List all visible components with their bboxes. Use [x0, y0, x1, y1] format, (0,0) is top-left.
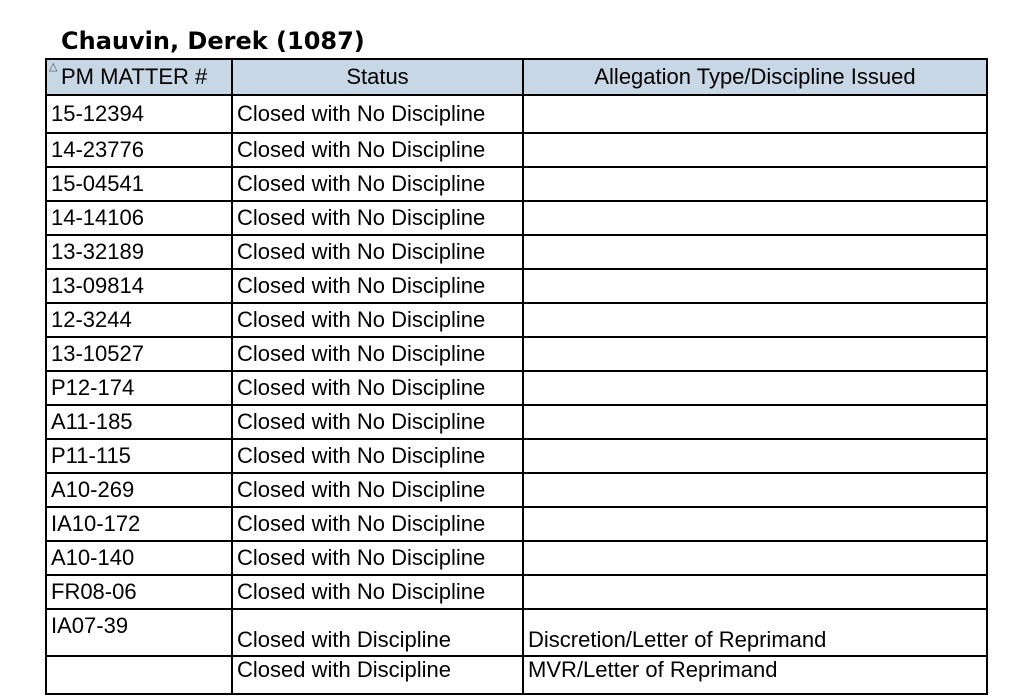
table-row — [46, 507, 987, 541]
table-row — [46, 269, 987, 303]
cell-matter: A11-185 — [46, 405, 232, 439]
header-pm-matter — [46, 59, 232, 95]
cell-status: Closed with No Discipline — [232, 303, 523, 337]
cell-status: Closed with No Discipline — [232, 507, 523, 541]
table-row — [46, 303, 987, 337]
cell-allegation — [523, 507, 987, 541]
table-row — [46, 95, 987, 133]
cell-matter: IA10-172 — [46, 507, 232, 541]
table-row — [46, 371, 987, 405]
cell-allegation: Discretion/Letter of Reprimand — [523, 609, 987, 656]
header-pm-matter-label: PM MATTER # — [61, 64, 208, 89]
cell-allegation — [523, 575, 987, 609]
cell-matter: 15-12394 — [46, 95, 232, 133]
table-row — [46, 133, 987, 167]
cell-status: Closed with Discipline — [232, 656, 523, 694]
header-status: Status — [232, 59, 523, 95]
cell-allegation — [523, 133, 987, 167]
cell-allegation — [523, 269, 987, 303]
cell-status: Closed with No Discipline — [232, 473, 523, 507]
table-row — [46, 405, 987, 439]
cell-matter: P11-115 — [46, 439, 232, 473]
cell-matter: 13-32189 — [46, 235, 232, 269]
cell-status: Closed with No Discipline — [232, 167, 523, 201]
cell-status: Closed with Discipline — [232, 609, 523, 656]
cell-matter: 15-04541 — [46, 167, 232, 201]
table-row — [46, 235, 987, 269]
page-title: Chauvin, Derek (1087) — [61, 27, 365, 55]
cell-status: Closed with No Discipline — [232, 133, 523, 167]
cell-allegation — [523, 95, 987, 133]
cell-matter: 14-23776 — [46, 133, 232, 167]
discipline-table — [45, 58, 988, 695]
cell-allegation — [523, 541, 987, 575]
table-row — [46, 656, 987, 694]
table-row — [46, 439, 987, 473]
table-row — [46, 337, 987, 371]
cell-matter: 13-09814 — [46, 269, 232, 303]
cell-status: Closed with No Discipline — [232, 405, 523, 439]
cell-matter: 13-10527 — [46, 337, 232, 371]
table-row — [46, 575, 987, 609]
cell-allegation — [523, 167, 987, 201]
cell-status: Closed with No Discipline — [232, 337, 523, 371]
table-row — [46, 541, 987, 575]
comment-indicator-icon: △ — [49, 61, 58, 73]
table-body — [46, 95, 987, 694]
cell-status: Closed with No Discipline — [232, 95, 523, 133]
table-row — [46, 609, 987, 656]
cell-matter: A10-140 — [46, 541, 232, 575]
cell-matter: A10-269 — [46, 473, 232, 507]
cell-matter — [46, 656, 232, 694]
cell-allegation — [523, 405, 987, 439]
cell-allegation — [523, 473, 987, 507]
cell-allegation — [523, 201, 987, 235]
cell-allegation — [523, 371, 987, 405]
header-row — [46, 59, 987, 95]
cell-matter: FR08-06 — [46, 575, 232, 609]
cell-allegation: MVR/Letter of Reprimand — [523, 656, 987, 694]
cell-status: Closed with No Discipline — [232, 541, 523, 575]
cell-allegation — [523, 337, 987, 371]
cell-status: Closed with No Discipline — [232, 575, 523, 609]
cell-matter: IA07-39 — [46, 609, 232, 656]
cell-allegation — [523, 303, 987, 337]
header-allegation: Allegation Type/Discipline Issued — [523, 59, 987, 95]
cell-allegation — [523, 235, 987, 269]
table-row — [46, 473, 987, 507]
cell-status: Closed with No Discipline — [232, 235, 523, 269]
cell-allegation — [523, 439, 987, 473]
cell-matter: 14-14106 — [46, 201, 232, 235]
cell-status: Closed with No Discipline — [232, 439, 523, 473]
cell-status: Closed with No Discipline — [232, 201, 523, 235]
table-row — [46, 201, 987, 235]
cell-matter: P12-174 — [46, 371, 232, 405]
cell-status: Closed with No Discipline — [232, 371, 523, 405]
table-row — [46, 167, 987, 201]
cell-matter: 12-3244 — [46, 303, 232, 337]
cell-status: Closed with No Discipline — [232, 269, 523, 303]
